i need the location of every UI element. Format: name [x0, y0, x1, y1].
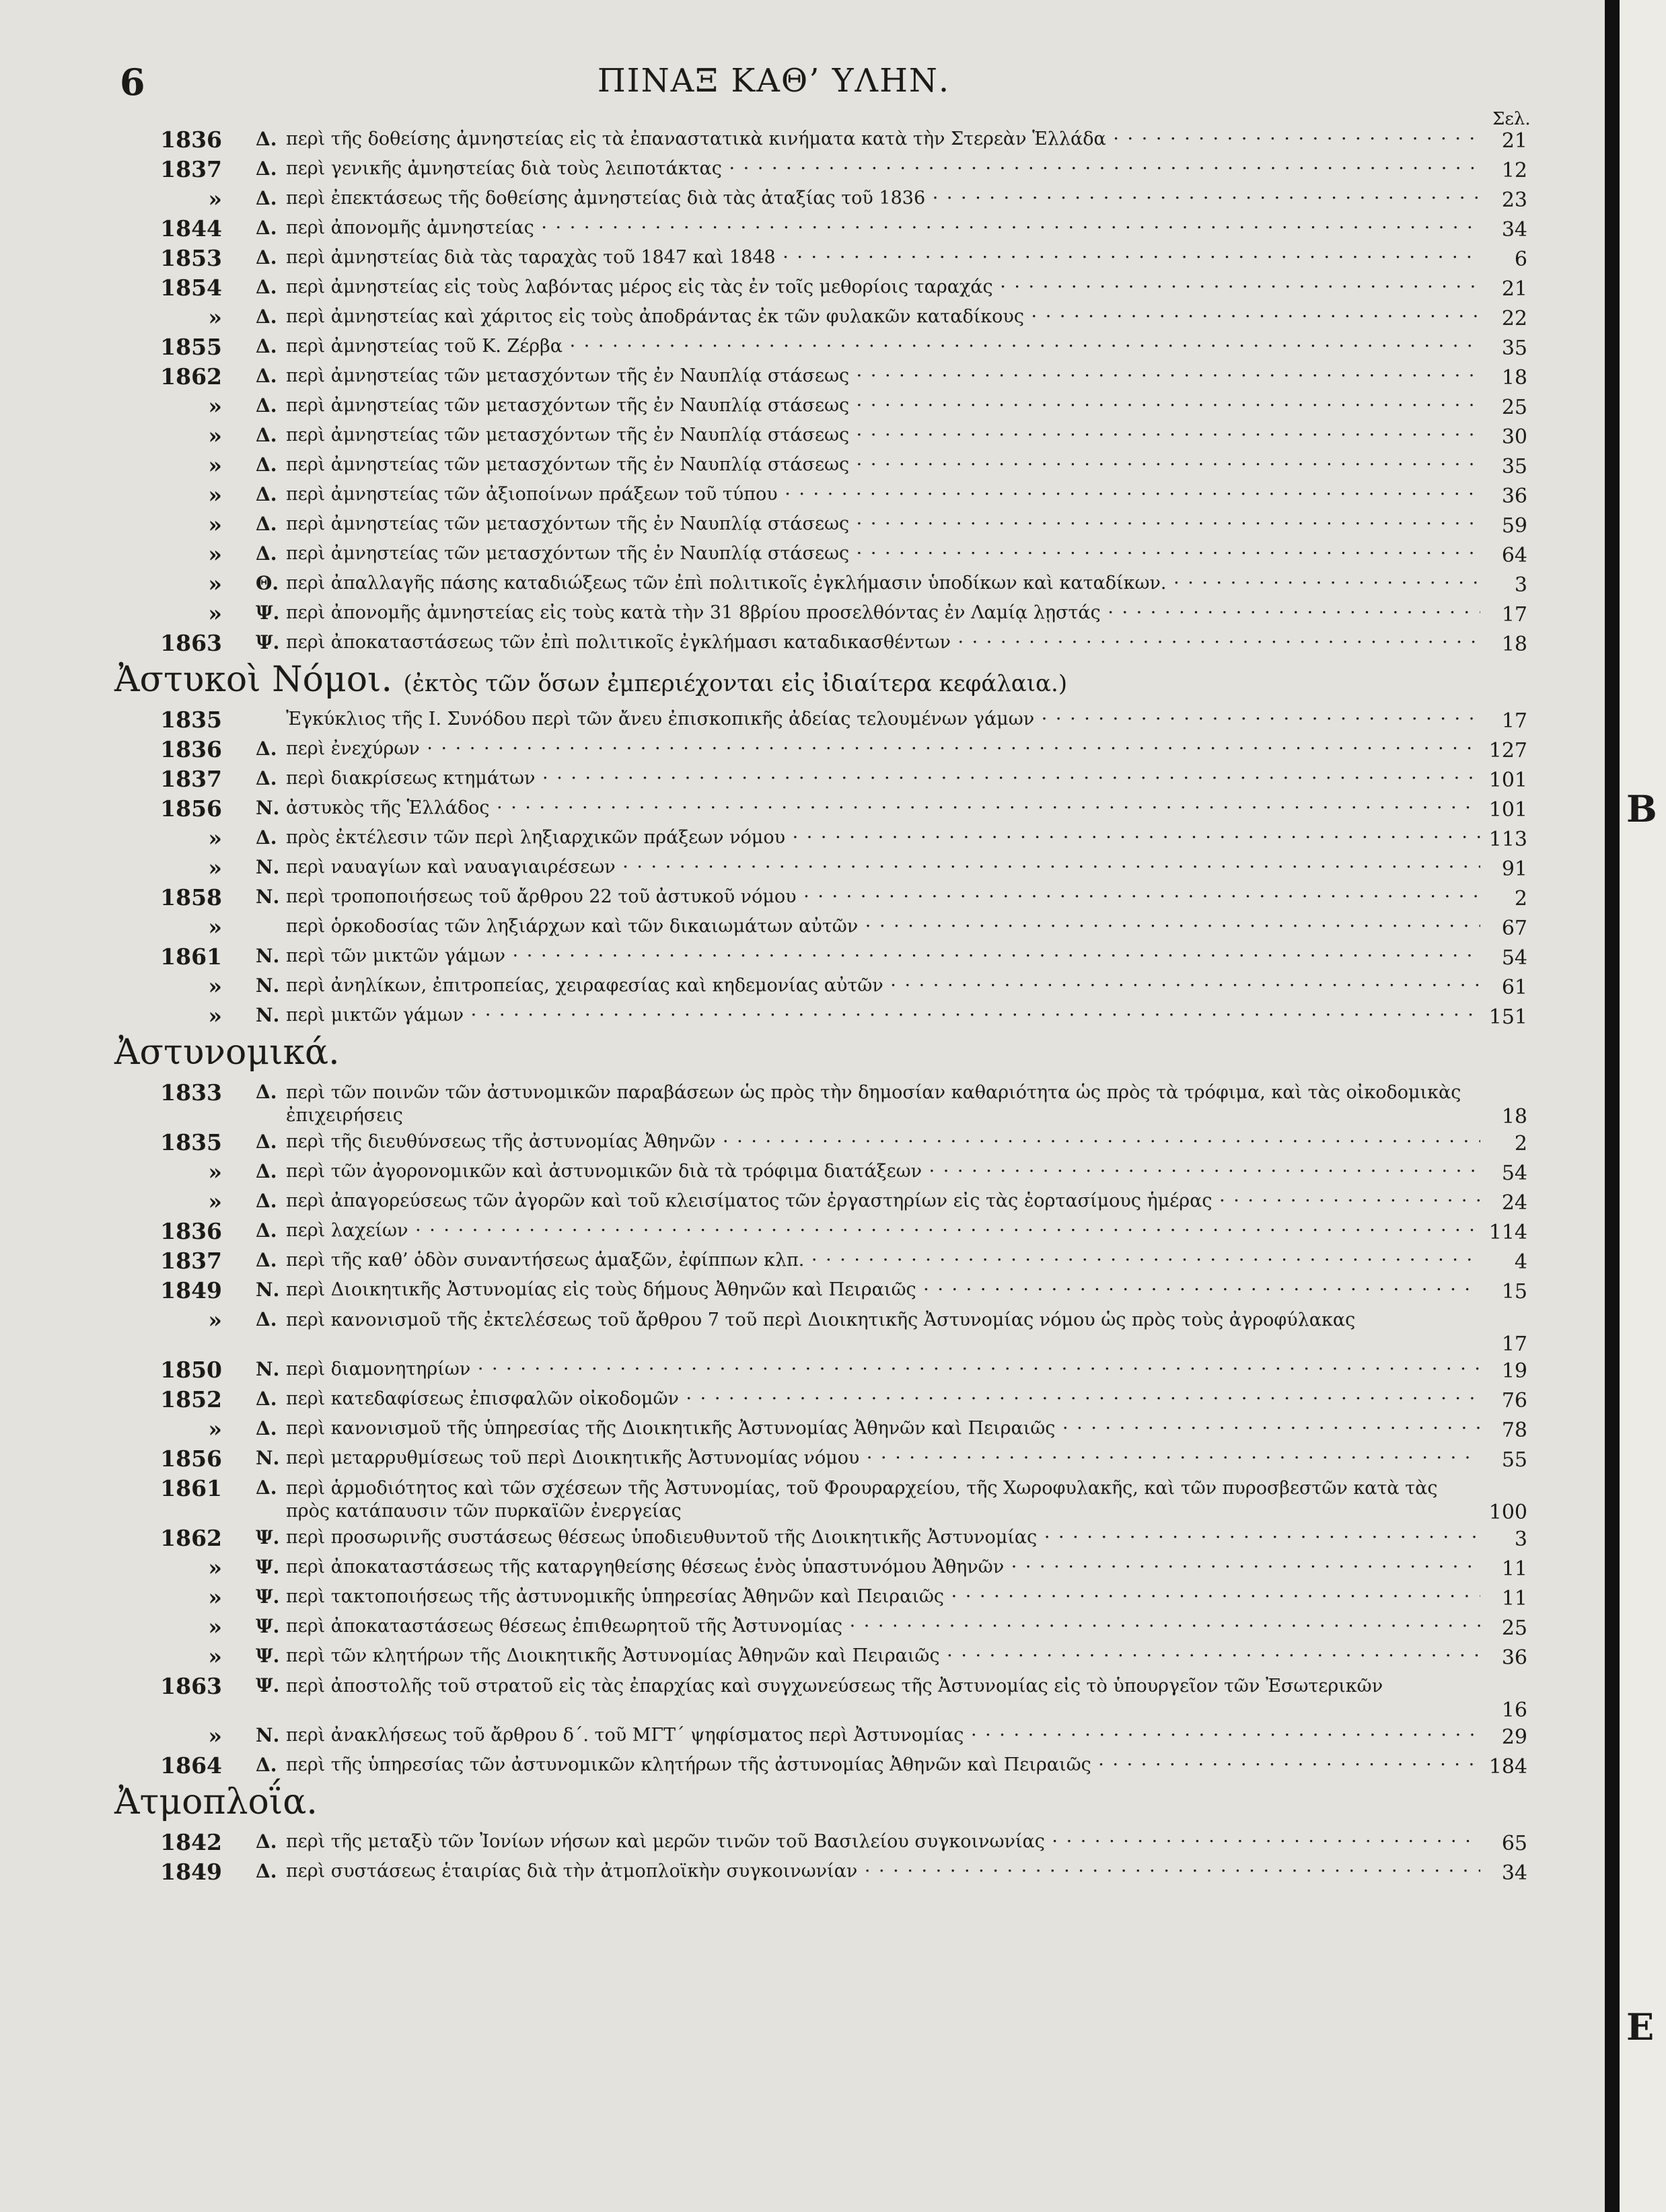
index-entry	[121, 600, 1527, 630]
entry-page: 2	[1514, 1132, 1527, 1155]
entry-title: περὶ ὁρκοδοσίας τῶν ληξιάρχων καὶ τῶν δικαιωμάτων αὐτῶν · · ·	[286, 916, 1480, 937]
entry-type: Δ.	[256, 1830, 277, 1853]
entry-type: Ν.	[256, 1004, 280, 1026]
binding-gutter	[1605, 0, 1620, 2212]
entry-year: 1853	[160, 245, 222, 271]
entry-type: Δ.	[256, 767, 277, 789]
entry-page: 21	[1501, 129, 1527, 153]
entry-year: 1833	[160, 1079, 222, 1106]
entry-title: περὶ ἐνεχύρων · · ·	[286, 738, 1480, 759]
entry-title: περὶ ἀπαλλαγῆς πάσης καταδιώξεως τῶν ἐπὶ πολιτικοῖς ἐγκλήμασιν ὑποδίκων καὶ καταδίκων. · · ·	[286, 573, 1480, 594]
entry-page: 113	[1488, 828, 1527, 851]
entry-type: Δ.	[256, 1131, 277, 1153]
index-entry	[121, 1475, 1527, 1525]
entry-type: Ν.	[256, 1724, 280, 1746]
entry-type: Θ.	[256, 572, 279, 594]
entry-year: 1863	[160, 1673, 222, 1699]
index-entry	[121, 363, 1527, 393]
index-entry	[121, 855, 1527, 884]
entry-year: »	[208, 825, 222, 851]
index-entry	[121, 1307, 1527, 1357]
entry-type: Ψ.	[256, 1556, 280, 1578]
entry-type: Δ.	[256, 276, 277, 298]
entry-year: »	[208, 1416, 222, 1442]
entry-title: περὶ ἀμνηστείας τῶν μετασχόντων τῆς ἐν Ναυπλίᾳ στάσεως · · ·	[286, 543, 1480, 564]
entry-page: 18	[1501, 366, 1527, 390]
entry-page: 114	[1488, 1221, 1527, 1244]
entry-year: 1849	[160, 1859, 222, 1885]
entry-year: »	[208, 511, 222, 538]
entry-page: 17	[1501, 603, 1527, 627]
entry-year: 1835	[160, 1129, 222, 1155]
next-page-fragment: Ε	[1626, 2005, 1655, 2048]
entry-year: »	[208, 541, 222, 567]
section-heading-atmoploia	[114, 1782, 1527, 1829]
index-entry	[121, 393, 1527, 423]
entry-title: ἀστυκὸς τῆς Ἑλλάδος · · ·	[286, 797, 1480, 818]
entry-year: »	[208, 973, 222, 999]
entry-type: Δ.	[256, 306, 277, 328]
entry-title: περὶ ἀποκαταστάσεως τῶν ἐπὶ πολιτικοῖς ἐγκλήμασι καταδικασθέντων · · ·	[286, 632, 1480, 653]
entry-year: »	[208, 452, 222, 478]
index-entry	[121, 795, 1527, 825]
index-entry	[121, 1357, 1527, 1386]
entry-type: Δ.	[256, 542, 277, 565]
index-entry	[121, 186, 1527, 215]
entry-page: 78	[1501, 1419, 1527, 1442]
index-entry	[121, 571, 1527, 600]
entry-year: 1850	[160, 1357, 222, 1383]
entry-page: 67	[1501, 917, 1527, 940]
entry-year: »	[208, 1614, 222, 1640]
entry-year: »	[208, 855, 222, 881]
entry-title: περὶ Διοικητικῆς Ἀστυνομίας εἰς τοὺς δήμους Ἀθηνῶν καὶ Πειραιῶς · · ·	[286, 1279, 1480, 1300]
entry-page: 184	[1488, 1755, 1527, 1779]
entry-title: περὶ ἀπονομῆς ἀμνηστείας εἰς τοὺς κατὰ τὴν 31 8βρίου προσελθόντας ἐν Λαμίᾳ λῃστάς · · ·	[286, 602, 1480, 623]
entry-title: περὶ ἀμνηστείας τῶν μετασχόντων τῆς ἐν Ναυπλίᾳ στάσεως · · ·	[286, 395, 1480, 416]
entry-year: »	[208, 1584, 222, 1610]
entry-page: 29	[1501, 1725, 1527, 1749]
entry-type: Ψ.	[256, 1674, 280, 1697]
entry-page: 12	[1501, 159, 1527, 182]
entry-title: περὶ μικτῶν γάμων · · ·	[286, 1005, 1480, 1026]
entry-title: περὶ τῆς δοθείσης ἀμνηστείας εἰς τὰ ἐπαναστατικὰ κινήματα κατὰ τὴν Στερεὰν Ἑλλάδα · · ·	[286, 129, 1480, 149]
entry-title: περὶ λαχείων · · ·	[286, 1220, 1480, 1241]
entry-title: περὶ ἀμνηστείας καὶ χάριτος εἰς τοὺς ἀποδράντας ἐκ τῶν φυλακῶν καταδίκους · · ·	[286, 306, 1480, 327]
entry-page: 3	[1514, 573, 1527, 597]
entry-page: 59	[1501, 514, 1527, 538]
entry-year: 1837	[160, 1248, 222, 1274]
entry-page: 2	[1514, 887, 1527, 911]
page-number: 6	[120, 61, 145, 104]
entry-type: Δ.	[256, 738, 277, 760]
index-entry	[121, 1859, 1527, 1888]
entry-year: 1836	[160, 127, 222, 153]
entry-page: 11	[1501, 1587, 1527, 1610]
index-entry	[121, 541, 1527, 571]
entry-title: περὶ τῶν μικτῶν γάμων · · ·	[286, 946, 1480, 966]
entry-type: Ψ.	[256, 602, 280, 624]
index-entry	[121, 884, 1527, 914]
entry-year: 1855	[160, 334, 222, 360]
index-entry	[121, 1446, 1527, 1475]
entry-type: Δ.	[256, 187, 277, 209]
entry-type: Ν.	[256, 945, 280, 967]
entry-title: περὶ τῆς ὑπηρεσίας τῶν ἀστυνομικῶν κλητήρων τῆς ἀστυνομίας Ἀθηνῶν καὶ Πειραιῶς · · ·	[286, 1754, 1480, 1775]
entry-type: Ψ.	[256, 1645, 280, 1667]
entry-title: περὶ ἀμνηστείας τῶν μετασχόντων τῆς ἐν Ναυπλίᾳ στάσεως · · ·	[286, 513, 1480, 534]
entry-year: 1864	[160, 1752, 222, 1779]
entry-page: 35	[1501, 336, 1527, 360]
entry-type: Δ.	[256, 365, 277, 387]
entry-title: περὶ κατεδαφίσεως ἐπισφαλῶν οἰκοδομῶν · · ·	[286, 1388, 1480, 1409]
entry-title: περὶ τῆς καθ’ ὁδὸν συναντήσεως ἁμαξῶν, ἐφίππων κλπ. · · ·	[286, 1250, 1480, 1271]
entry-year: 1852	[160, 1386, 222, 1413]
index-entry	[121, 1643, 1527, 1673]
index-entry	[121, 943, 1527, 973]
entry-title: περὶ ἀμνηστείας διὰ τὰς ταραχὰς τοῦ 1847 καὶ 1848 · · ·	[286, 247, 1480, 268]
index-entry	[121, 452, 1527, 482]
entry-year: 1844	[160, 215, 222, 242]
entry-page: 64	[1501, 544, 1527, 567]
entry-title: περὶ τῶν κλητήρων τῆς Διοικητικῆς Ἀστυνομίας Ἀθηνῶν καὶ Πειραιῶς · · ·	[286, 1645, 1480, 1666]
index-group-astynomika	[121, 1079, 1527, 1782]
index-entry	[121, 914, 1527, 943]
index-entry	[121, 1129, 1527, 1159]
entry-year: 1862	[160, 363, 222, 390]
entry-page: 100	[1488, 1501, 1527, 1524]
entry-year: »	[208, 482, 222, 508]
entry-type: Δ.	[256, 1219, 277, 1242]
entry-year: »	[208, 1159, 222, 1185]
entry-year: 1858	[160, 884, 222, 911]
index-entry	[121, 156, 1527, 186]
entry-year: »	[208, 393, 222, 419]
entry-page: 3	[1514, 1528, 1527, 1551]
entry-year: »	[208, 1188, 222, 1215]
entry-type: Δ.	[256, 1860, 277, 1882]
entry-page: 127	[1488, 739, 1527, 762]
entry-year: »	[208, 1643, 222, 1670]
next-page-fragment: Β	[1626, 787, 1657, 830]
entry-page: 65	[1501, 1832, 1527, 1855]
entry-type: Ν.	[256, 856, 280, 878]
index-entry	[121, 1003, 1527, 1032]
index-entry	[121, 1188, 1527, 1218]
section-title: Ἀστυνομικά.	[114, 1032, 340, 1073]
index-entry	[121, 1829, 1527, 1859]
index-entry	[121, 1277, 1527, 1307]
entry-title: περὶ ἀποκαταστάσεως θέσεως ἐπιθεωρητοῦ τῆς Ἀστυνομίας · · ·	[286, 1616, 1480, 1637]
entry-page: 17	[1501, 1332, 1527, 1356]
entry-title: περὶ ἀμνηστείας τῶν μετασχόντων τῆς ἐν Ναυπλίᾳ στάσεως · · ·	[286, 365, 1480, 386]
entry-title: περὶ διαμονητηρίων · · ·	[286, 1359, 1480, 1380]
section-subtitle: (ἐκτὸς τῶν ὅσων ἐμπεριέχονται εἰς ἰδιαίτερα κεφάλαια.)	[403, 670, 1068, 697]
entry-type: Δ.	[256, 128, 277, 150]
entry-type: Ν.	[256, 886, 280, 908]
entry-type: Δ.	[256, 1249, 277, 1271]
entry-page: 19	[1501, 1359, 1527, 1383]
entry-year: 1861	[160, 1475, 222, 1501]
entry-title: περὶ ἀμνηστείας τοῦ Κ. Ζέρβα · · ·	[286, 336, 1480, 357]
entry-title: περὶ κανονισμοῦ τῆς ἐκτελέσεως τοῦ ἄρθρου 7 τοῦ περὶ Διοικητικῆς Ἀστυνομίας νόμου ὡς πρὸς τοὺς ἀγροφύλακας	[286, 1310, 1356, 1330]
index-group-astikoi	[121, 707, 1527, 1032]
entry-title: περὶ ἀπονομῆς ἀμνηστείας · · ·	[286, 217, 1480, 238]
entry-year: 1836	[160, 736, 222, 762]
entry-type: Ψ.	[256, 1615, 280, 1637]
entry-title: περὶ τῶν ἀγορονομικῶν καὶ ἀστυνομικῶν διὰ τὰ τρόφιμα διατάξεων · · ·	[286, 1161, 1480, 1182]
entry-type: Δ.	[256, 454, 277, 476]
entry-type: Ψ.	[256, 631, 280, 653]
entry-title: περὶ ἀπαγορεύσεως τῶν ἀγορῶν καὶ τοῦ κλεισίματος τῶν ἐργαστηρίων εἰς τὰς ἑορτασίμους ἡμέρας · · ·	[286, 1190, 1480, 1211]
entry-page: 55	[1501, 1448, 1527, 1472]
entry-year: 1856	[160, 795, 222, 822]
index-entry	[121, 245, 1527, 275]
index-entry	[121, 973, 1527, 1003]
entry-title: περὶ ἀμνηστείας τῶν ἀξιοποίνων πράξεων τοῦ τύπου · · ·	[286, 484, 1480, 505]
index-entry	[121, 1416, 1527, 1446]
entry-title: περὶ διακρίσεως κτημάτων · · ·	[286, 768, 1480, 789]
entry-title: περὶ ἀμνηστείας εἰς τοὺς λαβόντας μέρος εἰς τὰς ἐν τοῖς μεθορίοις ταραχάς · · ·	[286, 277, 1480, 297]
entry-year: 1837	[160, 766, 222, 792]
index-entry	[121, 423, 1527, 452]
entry-type: Ν.	[256, 797, 280, 819]
entry-type: Δ.	[256, 335, 277, 357]
section-title: Ἀστυκοὶ Νόμοι.	[114, 659, 392, 700]
entry-type: Δ.	[256, 1388, 277, 1410]
index-entry	[121, 1218, 1527, 1248]
entry-year: 1837	[160, 156, 222, 182]
entry-title: Ἐγκύκλιος τῆς Ι. Συνόδου περὶ τῶν ἄνευ ἐπισκοπικῆς ἀδείας τελουμένων γάμων · · ·	[286, 709, 1480, 729]
entry-year: »	[208, 304, 222, 330]
entry-page: 21	[1501, 277, 1527, 301]
entry-title: περὶ τῶν ποινῶν τῶν ἀστυνομικῶν παραβάσεων ὡς πρὸς τὴν δημοσίαν καθαριότητα ὡς πρὸς τὰ τρόφιμα, καὶ τὰς οἰκοδομικὰς ἐπιχειρήσεις	[286, 1082, 1461, 1126]
entry-title: περὶ ναυαγίων καὶ ναυαγιαιρέσεων · · ·	[286, 857, 1480, 878]
index-group-atmoploia	[121, 1829, 1527, 1888]
entry-title: περὶ ἀμνηστείας τῶν μετασχόντων τῆς ἐν Ναυπλίᾳ στάσεως · · ·	[286, 454, 1480, 475]
entry-title: περὶ ἀμνηστείας τῶν μετασχόντων τῆς ἐν Ναυπλίᾳ στάσεως · · ·	[286, 425, 1480, 445]
entry-type: Ν.	[256, 1447, 280, 1469]
entry-type: Ψ.	[256, 1526, 280, 1548]
entry-title: περὶ μεταρρυθμίσεως τοῦ περὶ Διοικητικῆς Ἀστυνομίας νόμου · · ·	[286, 1448, 1480, 1468]
entry-year: 1835	[160, 707, 222, 733]
index-entry	[121, 1555, 1527, 1584]
entry-page: 91	[1501, 857, 1527, 881]
entry-page: 30	[1501, 425, 1527, 449]
index-entry	[121, 630, 1527, 659]
entry-title: περὶ ἁρμοδιότητος καὶ τῶν σχέσεων τῆς Ἀστυνομίας, τοῦ Φρουραρχείου, τῆς Χωροφυλακῆς, καὶ τῶν πυροσβεστῶν κατὰ τὰς πρὸς κατάπαυσιν τῶν πυρκαϊῶν ἐνεργείας	[286, 1478, 1438, 1522]
entry-page: 22	[1501, 307, 1527, 330]
entry-page: 18	[1501, 633, 1527, 656]
entry-title: περὶ κανονισμοῦ τῆς ὑπηρεσίας τῆς Διοικητικῆς Ἀστυνομίας Ἀθηνῶν καὶ Πειραιῶς · · ·	[286, 1418, 1480, 1439]
index-group-amnesty	[121, 127, 1527, 659]
index-entry	[121, 1614, 1527, 1643]
entry-type: Ν.	[256, 974, 280, 997]
index-entry	[121, 1079, 1527, 1129]
entry-title: περὶ τροποποιήσεως τοῦ ἄρθρου 22 τοῦ ἀστυκοῦ νόμου · · ·	[286, 886, 1480, 907]
entry-page: 54	[1501, 946, 1527, 970]
entry-title: περὶ τῆς διευθύνσεως τῆς ἀστυνομίας Ἀθηνῶν · · ·	[286, 1131, 1480, 1152]
entry-page: 24	[1501, 1191, 1527, 1215]
entry-type: Δ.	[256, 424, 277, 446]
entry-title: περὶ ἐπεκτάσεως τῆς δοθείσης ἀμνηστείας διὰ τὰς ἀταξίας τοῦ 1836 · · ·	[286, 188, 1480, 209]
entry-year: »	[208, 1555, 222, 1581]
running-title: ΠΙΝΑΞ ΚΑΘ’ ΥΛΗΝ.	[597, 62, 951, 100]
entry-page: 54	[1501, 1162, 1527, 1185]
entry-type: Δ.	[256, 483, 277, 505]
next-page-edge	[1620, 0, 1666, 2212]
entry-year: 1854	[160, 275, 222, 301]
entry-page: 36	[1501, 1646, 1527, 1670]
entry-page: 76	[1501, 1389, 1527, 1413]
entry-title: περὶ ἀποκαταστάσεως τῆς καταργηθείσης θέσεως ἑνὸς ὑπαστυνόμου Ἀθηνῶν · · ·	[286, 1557, 1480, 1577]
entry-year: »	[208, 1003, 222, 1029]
index-entry	[121, 1752, 1527, 1782]
entry-page: 23	[1501, 188, 1527, 212]
entry-type: Δ.	[256, 1190, 277, 1212]
entry-page: 25	[1501, 396, 1527, 419]
entry-page: 15	[1501, 1280, 1527, 1304]
index-entry	[121, 1525, 1527, 1555]
entry-type: Δ.	[256, 246, 277, 269]
entry-year: »	[208, 186, 222, 212]
entry-type: Δ.	[256, 826, 277, 849]
entry-page: 151	[1488, 1005, 1527, 1029]
entry-type: Ψ.	[256, 1585, 280, 1608]
entry-page: 17	[1501, 709, 1527, 733]
index-entry	[121, 736, 1527, 766]
entry-type: Δ.	[256, 1754, 277, 1776]
entry-type: Δ.	[256, 1417, 277, 1439]
page-header	[0, 47, 1605, 108]
entry-type: Δ.	[256, 1160, 277, 1182]
entry-page: 35	[1501, 455, 1527, 478]
entry-type: Δ.	[256, 513, 277, 535]
entry-type: Δ.	[256, 157, 277, 180]
entry-year: 1863	[160, 630, 222, 656]
entry-year: 1849	[160, 1277, 222, 1304]
entry-year: »	[208, 423, 222, 449]
index-entry	[121, 511, 1527, 541]
index-entry	[121, 1386, 1527, 1416]
entry-page: 6	[1514, 248, 1527, 271]
index-entry	[121, 1584, 1527, 1614]
entry-title: πρὸς ἐκτέλεσιν τῶν περὶ ληξιαρχικῶν πράξεων νόμου · · ·	[286, 827, 1480, 848]
index-entry	[121, 275, 1527, 304]
index-entry	[121, 482, 1527, 511]
entry-year: »	[208, 1723, 222, 1749]
entry-page: 61	[1501, 976, 1527, 999]
entry-title: περὶ προσωρινῆς συστάσεως θέσεως ὑποδιευθυντοῦ τῆς Διοικητικῆς Ἀστυνομίας · · ·	[286, 1527, 1480, 1548]
entry-year: »	[208, 914, 222, 940]
page-column-label: Σελ.	[1492, 109, 1531, 129]
entry-title: περὶ γενικῆς ἀμνηστείας διὰ τοὺς λειποτάκτας · · ·	[286, 158, 1480, 179]
index-entry	[121, 1248, 1527, 1277]
entry-page: 4	[1514, 1250, 1527, 1274]
entry-page: 101	[1488, 769, 1527, 792]
index-entry	[121, 1673, 1527, 1723]
index-entry	[121, 707, 1527, 736]
index-entry	[121, 215, 1527, 245]
entry-type: Ν.	[256, 1279, 280, 1301]
index-entry	[121, 1723, 1527, 1752]
entry-page: 101	[1488, 798, 1527, 822]
entry-year: 1856	[160, 1446, 222, 1472]
entry-year: 1836	[160, 1218, 222, 1244]
entry-type: Δ.	[256, 394, 277, 417]
entry-title: περὶ συστάσεως ἑταιρίας διὰ τὴν ἀτμοπλοϊκὴν συγκοινωνίαν · · ·	[286, 1861, 1480, 1882]
index-entry	[121, 334, 1527, 363]
entry-page: 25	[1501, 1616, 1527, 1640]
index-entry	[121, 825, 1527, 855]
entry-year: »	[208, 1307, 222, 1333]
section-heading-astynomika	[114, 1032, 1527, 1079]
entry-year: 1861	[160, 943, 222, 970]
entry-page: 34	[1501, 1861, 1527, 1885]
section-title: Ἀτμοπλοΐα.	[114, 1782, 318, 1822]
index-entry	[121, 304, 1527, 334]
entry-page: 34	[1501, 218, 1527, 242]
entry-title: περὶ τακτοποιήσεως τῆς ἀστυνομικῆς ὑπηρεσίας Ἀθηνῶν καὶ Πειραιῶς · · ·	[286, 1586, 1480, 1607]
entry-page: 11	[1501, 1557, 1527, 1581]
index-entry	[121, 1159, 1527, 1188]
entry-type: Δ.	[256, 1308, 277, 1330]
entry-type: Δ.	[256, 1476, 277, 1499]
entry-title: περὶ ἀποστολῆς τοῦ στρατοῦ εἰς τὰς ἐπαρχίας καὶ συγχωνεύσεως τῆς Ἀστυνομίας εἰς τὸ ὑπουργεῖον τῶν Ἐσωτερικῶν	[286, 1676, 1383, 1697]
entry-page: 16	[1501, 1699, 1527, 1722]
entry-year: 1862	[160, 1525, 222, 1551]
index-entry	[121, 127, 1527, 156]
entry-title: περὶ ἀνακλήσεως τοῦ ἄρθρου δ΄. τοῦ ΜΓΤ΄ ψηφίσματος περὶ Ἀστυνομίας · · ·	[286, 1725, 1480, 1746]
entry-title: περὶ ἀνηλίκων, ἐπιτροπείας, χειραφεσίας καὶ κηδεμονίας αὐτῶν · · ·	[286, 975, 1480, 996]
entry-year: »	[208, 571, 222, 597]
index-entry	[121, 766, 1527, 795]
entry-page: 18	[1501, 1105, 1527, 1129]
index-body	[114, 127, 1527, 1888]
entry-page: 36	[1501, 485, 1527, 508]
entry-title: περὶ τῆς μεταξὺ τῶν Ἰονίων νήσων καὶ μερῶν τινῶν τοῦ Βασιλείου συγκοινωνίας · · ·	[286, 1831, 1480, 1852]
entry-type: Δ.	[256, 217, 277, 239]
entry-type: Ν.	[256, 1358, 280, 1380]
entry-year: »	[208, 600, 222, 627]
entry-year: 1842	[160, 1829, 222, 1855]
section-heading-astikoi	[114, 659, 1527, 707]
entry-type: Δ.	[256, 1081, 277, 1103]
